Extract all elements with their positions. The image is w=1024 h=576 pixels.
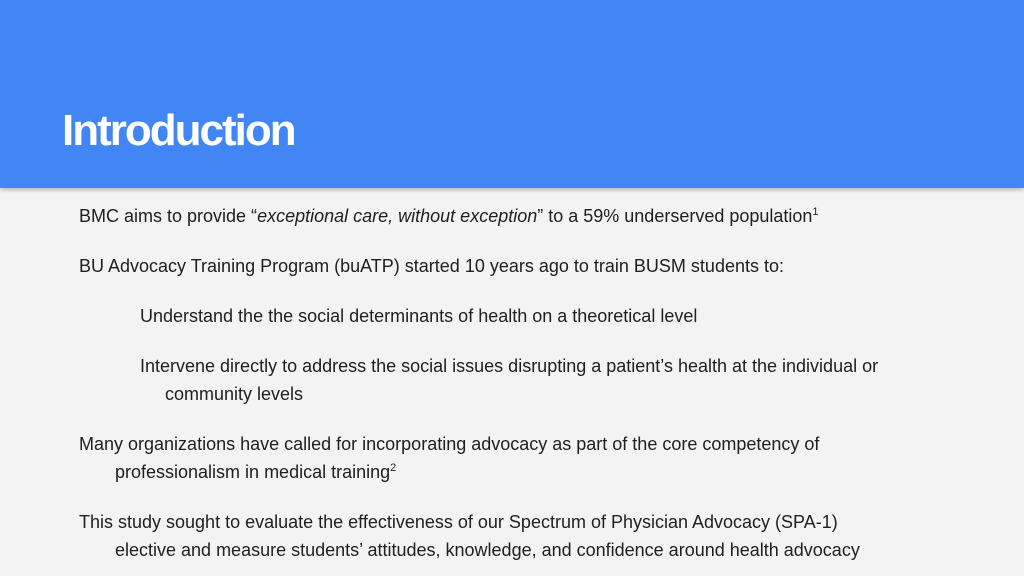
sub2-line2: community levels xyxy=(165,384,304,404)
p1-text-after: ” to a 59% underserved population xyxy=(537,206,813,226)
sub2-line1: Intervene directly to address the social issues disrupting a patient’s health at the individual or xyxy=(140,356,879,376)
paragraph-bmc-aims xyxy=(79,202,979,230)
p4-line1: This study sought to evaluate the effectiveness of our Spectrum of Physician Advocacy (SPA-1) xyxy=(79,512,838,532)
subpoint-intervene xyxy=(140,352,980,408)
slide-title: Introduction xyxy=(62,106,295,155)
p3-line2: professionalism in medical training xyxy=(115,462,391,482)
p3-line2-wrap xyxy=(79,458,959,486)
p4-line2: elective and measure students’ attitudes, knowledge, and confidence around health advocacy xyxy=(115,540,860,560)
paragraph-organizations xyxy=(79,430,959,486)
footnote-ref-1: 1 xyxy=(812,206,819,218)
paragraph-buatp: BU Advocacy Training Program (buATP) started 10 years ago to train BUSM students to: xyxy=(79,256,784,276)
subpoint-understand: Understand the the social determinants of health on a theoretical level xyxy=(140,306,698,326)
paragraph-study xyxy=(79,508,979,564)
p1-italic-quote: exceptional care, without exception xyxy=(257,206,538,226)
footnote-ref-2: 2 xyxy=(390,462,397,474)
p1-text-before: BMC aims to provide “ xyxy=(79,206,258,226)
p3-line1: Many organizations have called for incorporating advocacy as part of the core competency of xyxy=(79,434,820,454)
